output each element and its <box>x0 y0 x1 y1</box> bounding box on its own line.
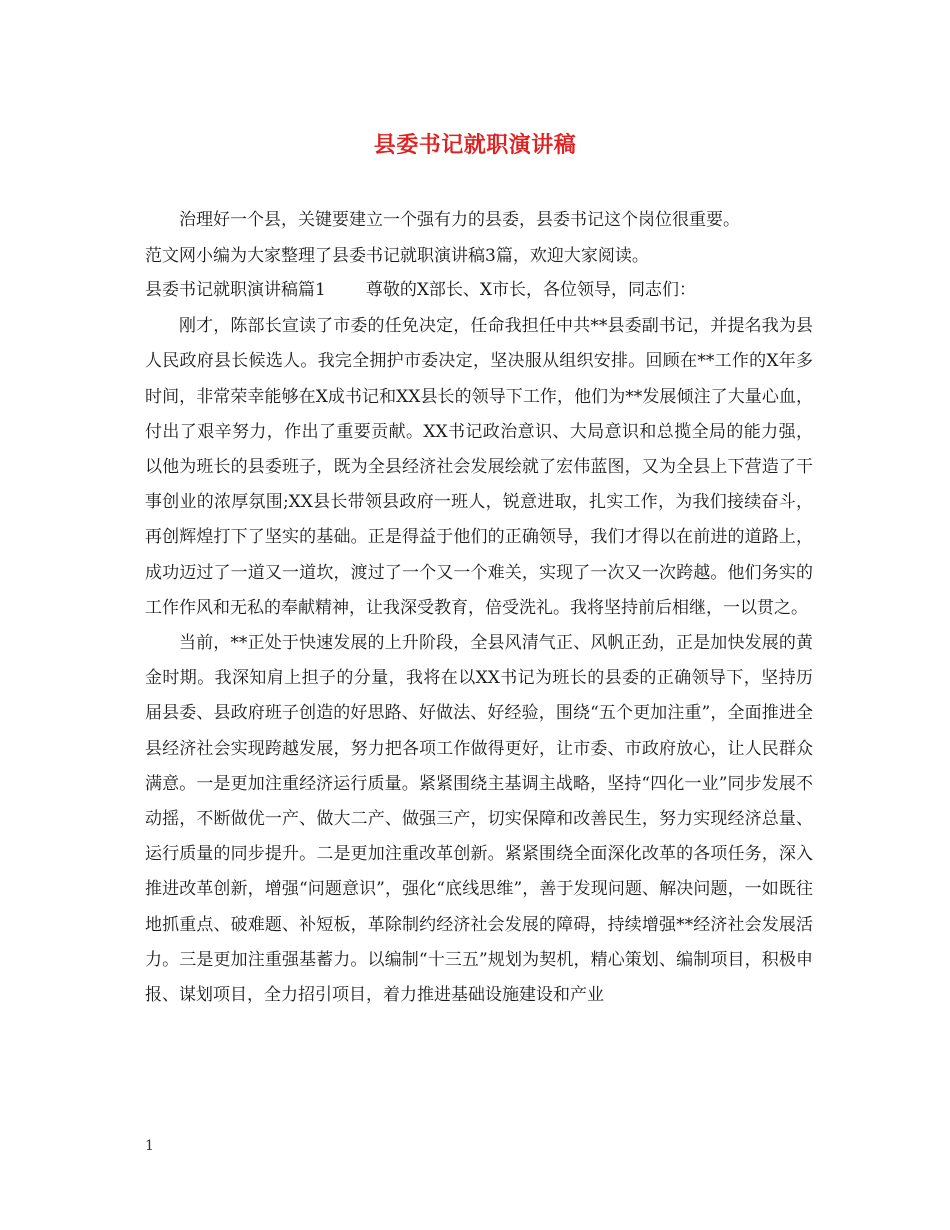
intro-line-2: 范文网小编为大家整理了县委书记就职演讲稿3篇，欢迎大家阅读。 <box>145 246 649 267</box>
paragraph-1: 刚才，陈部长宣读了市委的任免决定，任命我担任中共**县委副书记，并提名我为县人民政府县长候选人。我完全拥护市委决定，坚决服从组织安排。回顾在**工作的X年多时间，非常荣幸能够在X成书记和XX县长的领导下工作，他们为**发展倾注了大量心血，付出了艰辛努力，作出了重要贡献。XX书记政治意识、大局意识和总揽全局的能力强，以他为班长的县委班子，既为全县经济社会发展绘就了宏伟蓝图，又为全县上下营造了干事创业的浓厚氛围;XX县长带领县政府一班人，锐意进取，扎实工作，为我们接续奋斗，再创辉煌打下了坚实的基础。正是得益于他们的正确领导，我们才得以在前进的道路上，成功迈过了一道又一道坎，渡过了一个又一个难关，实现了一次又一次跨越。他们务实的工作作风和无私的奉献精神，让我深受教育，倍受洗礼。我将坚持前后相继，一以贯之。 <box>145 316 813 618</box>
paragraph-2: 当前，**正处于快速发展的上升阶段，全县风清气正、风帆正劲，正是加快发展的黄金时期。我深知肩上担子的分量，我将在以XX书记为班长的县委的正确领导下，坚持历届县委、县政府班子创造的好思路、好做法、好经验，围绕“五个更加注重”，全面推进全县经济社会实现跨越发展，努力把各项工作做得更好，让市委、市政府放心，让人民群众满意。一是更加注重经济运行质量。紧紧围绕主基调主战略，坚持“四化一业”同步发展不动摇，不断做优一产、做大二产、做强三产，切实保障和改善民生，努力实现经济总量、运行质量的同步提升。二是更加注重改革创新。紧紧围绕全面深化改革的各项任务，深入推进改革创新，增强“问题意识”，强化“底线思维”，善于发现问题、解决问题，一如既往地抓重点、破难题、补短板，革除制约经济社会发展的障碍，持续增强**经济社会发展活力。三是更加注重强基蓄力。以编制“十三五”规划为契机，精心策划、编制项目，积极申报、谋划项目，全力招引项目，着力推进基础设施建设和产业 <box>145 633 813 1006</box>
page-number: 1 <box>145 1138 154 1154</box>
intro-line-1: 治理好一个县，关键要建立一个强有力的县委，县委书记这个岗位很重要。 <box>179 210 740 230</box>
article-heading: 县委书记就职演讲稿篇1 <box>145 280 326 301</box>
document-body <box>145 203 813 1013</box>
document-title: 县委书记就职演讲稿 <box>373 132 577 158</box>
salutation: 尊敬的X部长、X市长，各位领导，同志们： <box>365 280 697 301</box>
article-heading-line <box>145 278 813 302</box>
